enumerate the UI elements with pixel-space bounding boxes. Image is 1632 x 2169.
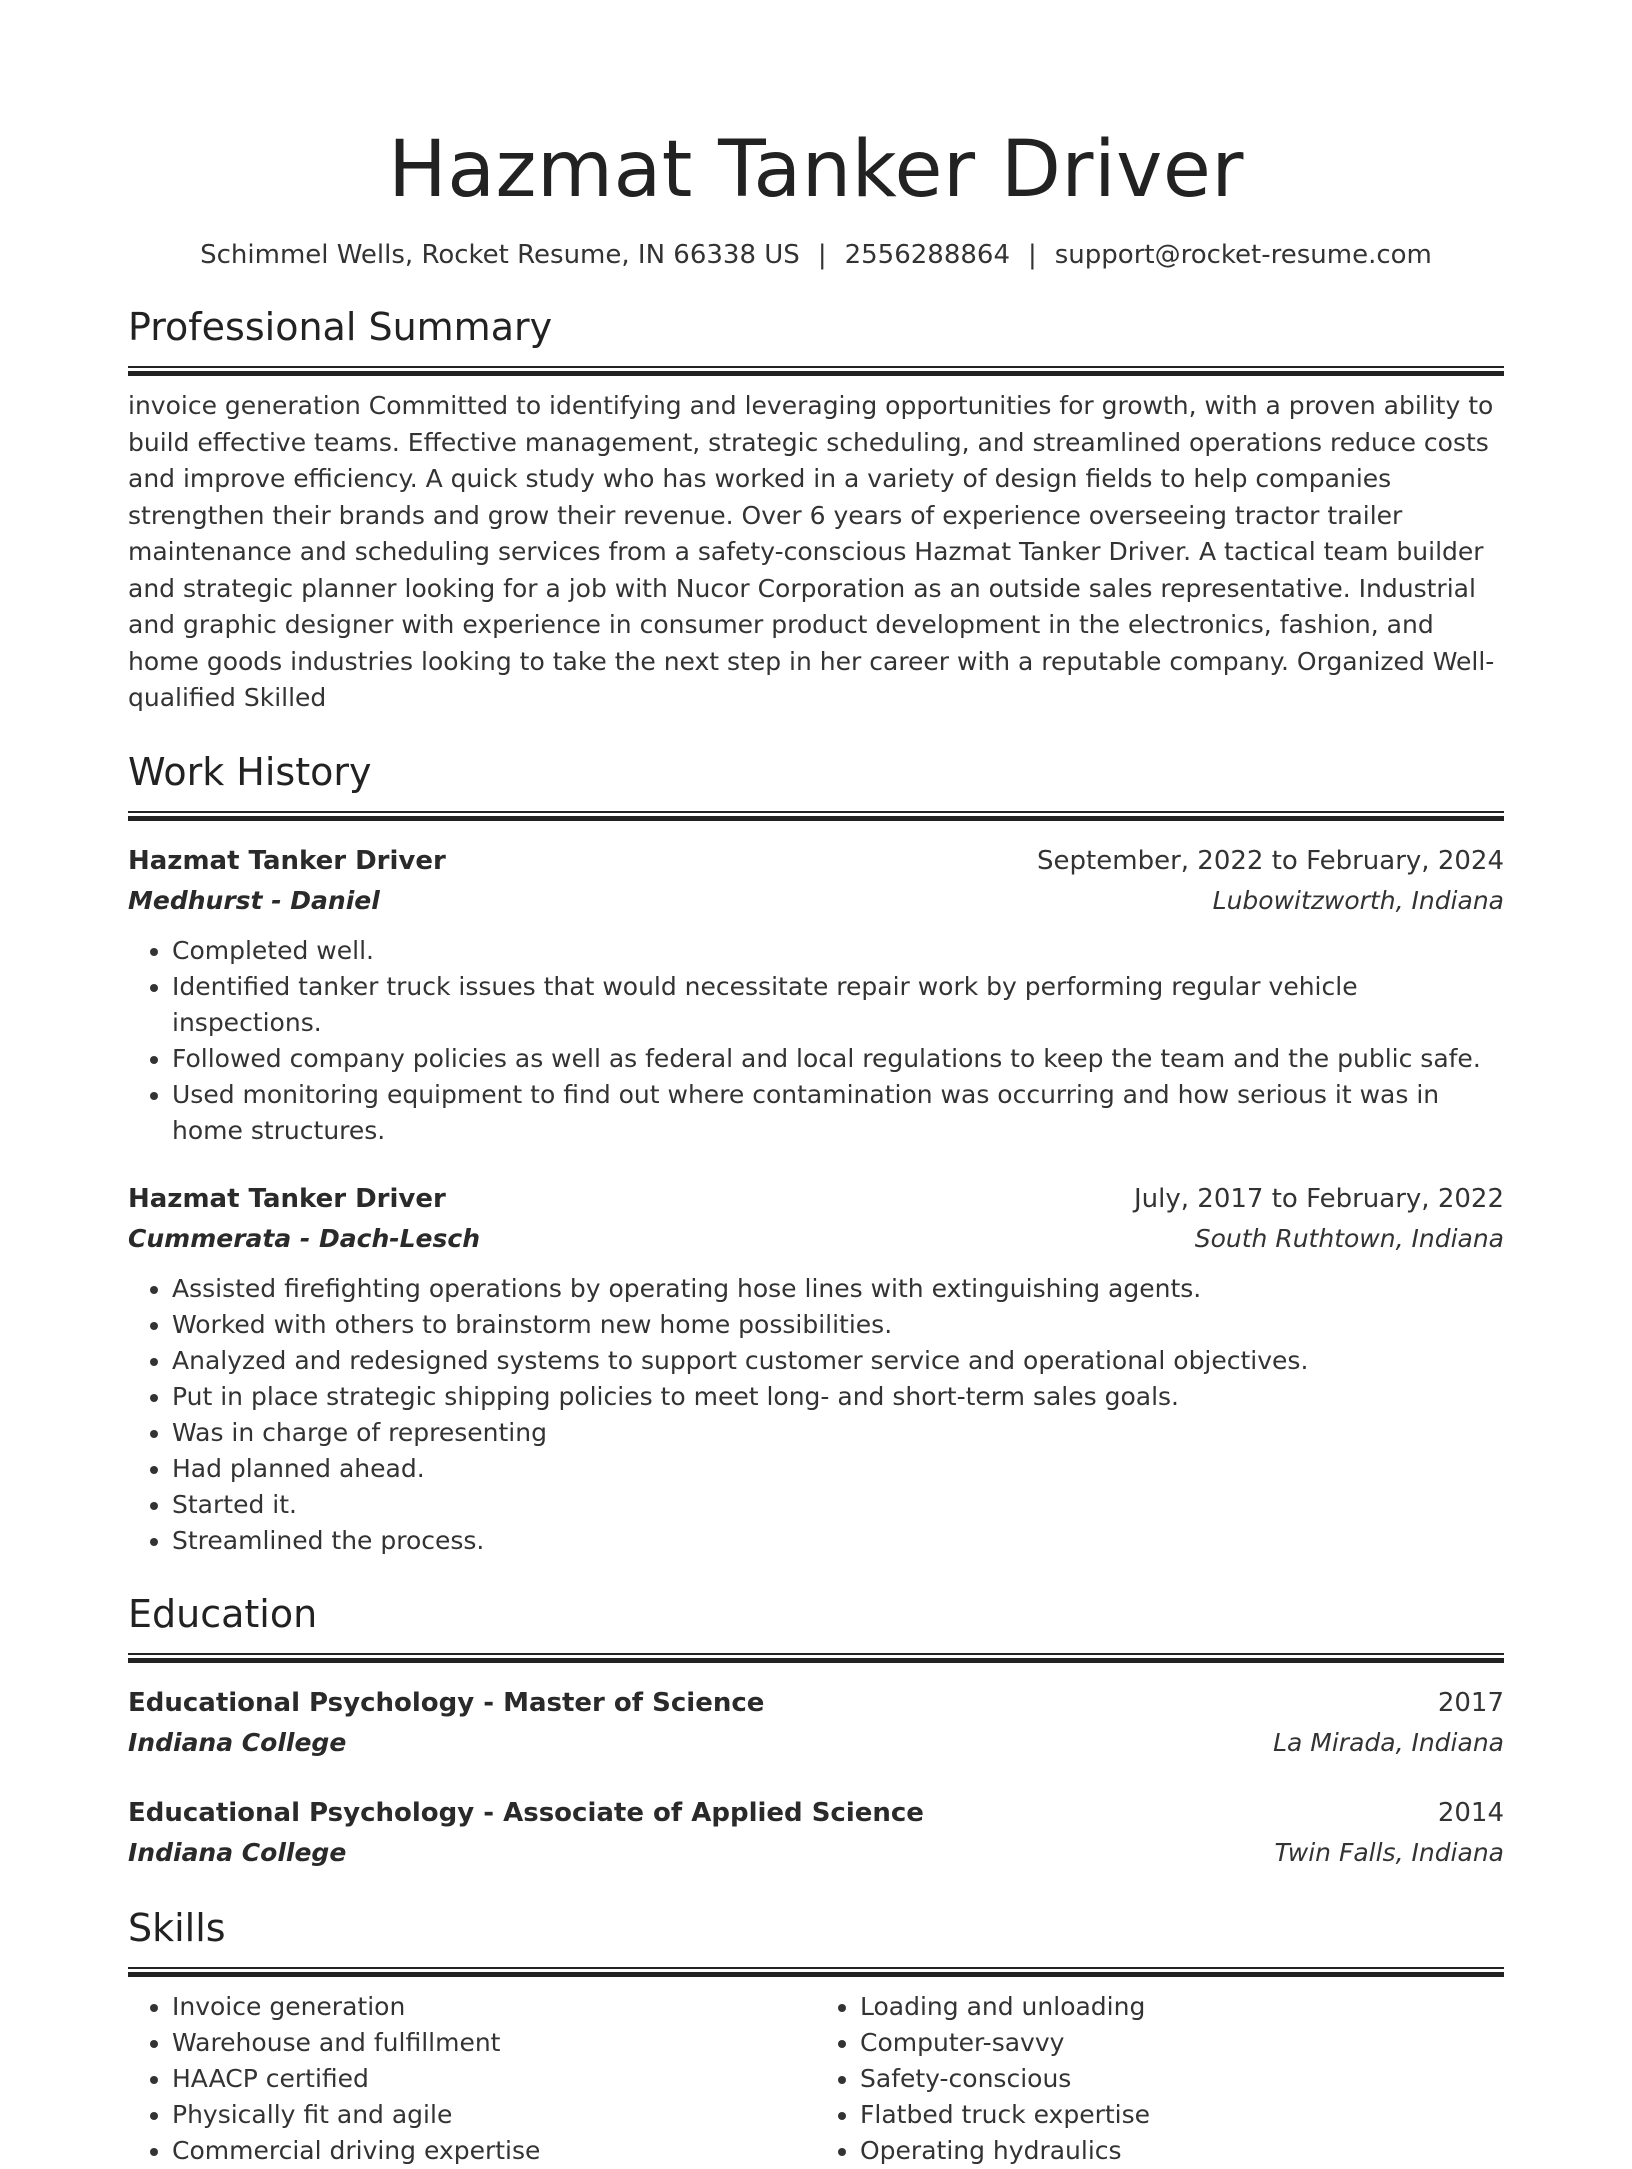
- section-divider: [128, 1653, 1504, 1663]
- education-year: 2017: [1437, 1687, 1504, 1718]
- job-entry: [128, 841, 1504, 1149]
- job-role: Hazmat Tanker Driver: [128, 1183, 446, 1214]
- education-entry: [128, 1793, 1504, 1873]
- job-location: Lubowitzworth, Indiana: [1212, 885, 1504, 915]
- education-school: Indiana College: [128, 1837, 347, 1867]
- skills-column-left: [128, 1989, 816, 2169]
- education-degree: Educational Psychology - Master of Science: [128, 1687, 765, 1718]
- job-bullet: • Was in charge of representing: [172, 1415, 1504, 1451]
- job-bullet: • Started it.: [172, 1487, 1504, 1523]
- job-bullet: • Worked with others to brainstorm new home possibilities.: [172, 1307, 1504, 1343]
- job-bullet: • Had planned ahead.: [172, 1451, 1504, 1487]
- skill-item: • Operating hydraulics: [860, 2133, 1504, 2169]
- job-bullet: • Followed company policies as well as federal and local regulations to keep the team and the public safe.: [172, 1041, 1504, 1077]
- skill-item: • Invoice generation: [172, 1989, 816, 2025]
- job-company: Medhurst - Daniel: [128, 885, 380, 915]
- section-title-work-history: Work History: [128, 749, 372, 794]
- section-title-education: Education: [128, 1591, 318, 1636]
- job-bullet: • Completed well.: [172, 933, 1504, 969]
- education-location: Twin Falls, Indiana: [1274, 1837, 1504, 1867]
- section-divider: [128, 811, 1504, 821]
- resume-title: Hazmat Tanker Driver: [388, 125, 1244, 215]
- section-title-summary: Professional Summary: [128, 305, 553, 349]
- job-role: Hazmat Tanker Driver: [128, 845, 446, 876]
- skills-column-right: [816, 1989, 1504, 2169]
- job-dates: September, 2022 to February, 2024: [1037, 845, 1504, 876]
- work-history-section: [128, 747, 1504, 1559]
- skill-item: • Flatbed truck expertise: [860, 2097, 1504, 2133]
- skill-item: • Loading and unloading: [860, 1989, 1504, 2025]
- section-title-skills: Skills: [128, 1905, 226, 1950]
- education-degree: Educational Psychology - Associate of Applied Science: [128, 1797, 924, 1828]
- skills-section: [128, 1903, 1504, 2169]
- skill-item: • Computer-savvy: [860, 2025, 1504, 2061]
- education-location: La Mirada, Indiana: [1273, 1727, 1504, 1757]
- job-bullet: • Identified tanker truck issues that would necessitate repair work by performing regular vehicle inspections.: [172, 969, 1504, 1041]
- section-divider: [128, 1967, 1504, 1977]
- job-bullet: • Used monitoring equipment to find out where contamination was occurring and how serious it was in home structures.: [172, 1077, 1504, 1149]
- education-entry: [128, 1683, 1504, 1763]
- skills-list: [128, 1989, 1504, 2169]
- skill-item: • Physically fit and agile: [172, 2097, 816, 2133]
- section-divider: [128, 366, 1504, 376]
- job-bullet: • Streamlined the process.: [172, 1523, 1504, 1559]
- job-location: South Ruthtown, Indiana: [1194, 1223, 1504, 1253]
- skill-item: • HAACP certified: [172, 2061, 816, 2097]
- summary-text: invoice generation Committed to identifying and leveraging opportunities for growth, with a proven ability to build effective teams. Effective management, strategic scheduling, and streamlined operations reduce costs and improve efficiency. A quick study who has worked in a variety of design fields to help companies strengthen their brands and grow their revenue. Over 6 years of experience overseeing tractor trailer maintenance and scheduling services from a safety-conscious Hazmat Tanker Driver. A tactical team builder and strategic planner looking for a job with Nucor Corporation as an outside sales representative. Industrial and graphic designer with experience in consumer product development in the electronics, fashion, and home goods industries looking to take the next step in her career with a reputable company. Organized Well-qualified Skilled: [128, 391, 1495, 712]
- education-section: [128, 1589, 1504, 1873]
- education-year: 2014: [1437, 1797, 1504, 1828]
- job-entry: [128, 1179, 1504, 1559]
- job-bullet: • Put in place strategic shipping policies to meet long- and short-term sales goals.: [172, 1379, 1504, 1415]
- contact-phone: 2556288864: [844, 240, 1010, 270]
- contact-line: [128, 238, 1504, 272]
- job-bullet: • Analyzed and redesigned systems to support customer service and operational objectives.: [172, 1343, 1504, 1379]
- job-bullets: [128, 933, 1504, 1149]
- summary-section: [128, 302, 1504, 717]
- contact-email: support@rocket-resume.com: [1054, 240, 1432, 270]
- education-school: Indiana College: [128, 1727, 347, 1757]
- job-bullets: [128, 1271, 1504, 1559]
- job-bullet: • Assisted firefighting operations by operating hose lines with extinguishing agents.: [172, 1271, 1504, 1307]
- skill-item: • Commercial driving expertise: [172, 2133, 816, 2169]
- contact-address: Schimmel Wells, Rocket Resume, IN 66338 US: [200, 240, 800, 270]
- skill-item: • Safety-conscious: [860, 2061, 1504, 2097]
- contact-separator: |: [817, 240, 827, 270]
- contact-separator: |: [1028, 240, 1037, 270]
- job-dates: July, 2017 to February, 2022: [1134, 1183, 1504, 1214]
- job-company: Cummerata - Dach-Lesch: [128, 1223, 481, 1253]
- skill-item: • Warehouse and fulfillment: [172, 2025, 816, 2061]
